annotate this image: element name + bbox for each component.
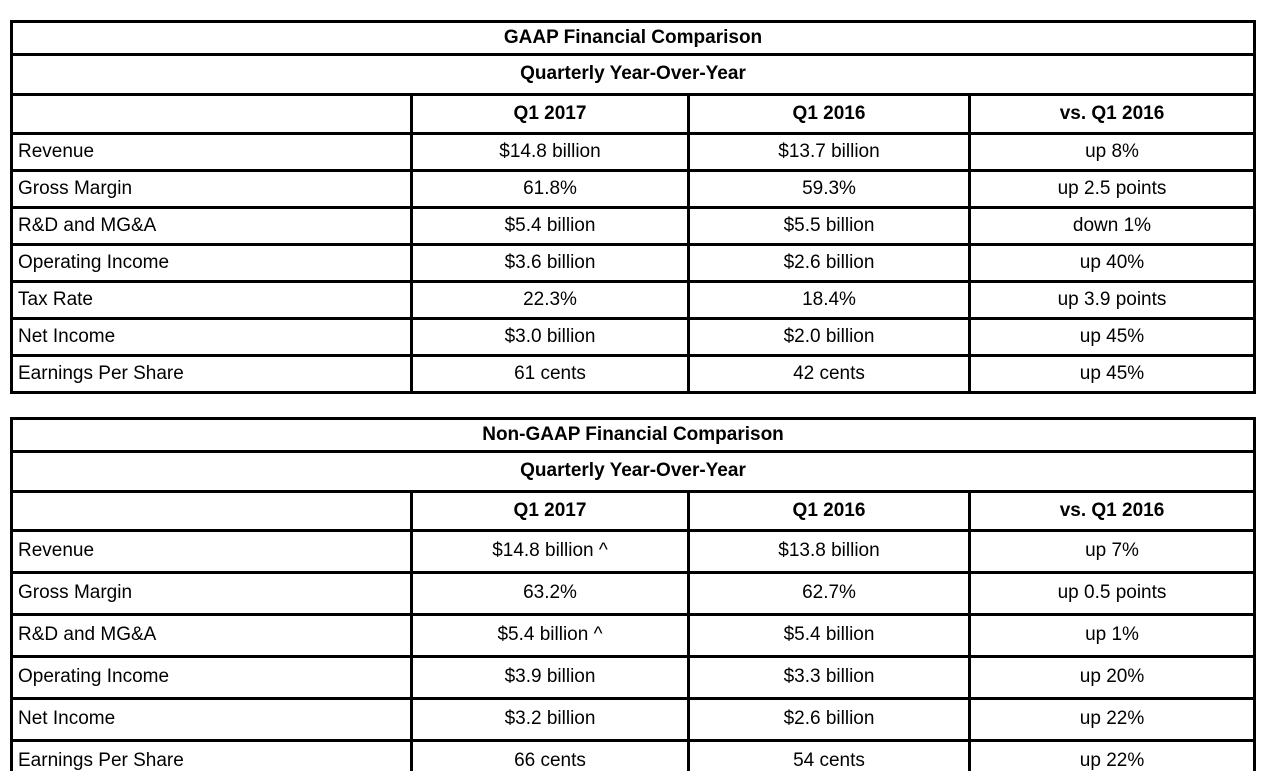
cell-value: $2.6 billion xyxy=(689,699,970,741)
row-label: Revenue xyxy=(12,531,412,573)
cell-value: up 0.5 points xyxy=(970,573,1255,615)
table-row xyxy=(12,657,1255,699)
table-row xyxy=(12,282,1255,319)
table-row xyxy=(12,134,1255,171)
cell-value: $14.8 billion xyxy=(412,134,689,171)
cell-value: $3.6 billion xyxy=(412,245,689,282)
cell-value: 63.2% xyxy=(412,573,689,615)
cell-value: $2.6 billion xyxy=(689,245,970,282)
table-row xyxy=(12,356,1255,393)
row-label: Gross Margin xyxy=(12,171,412,208)
column-header-metric xyxy=(12,95,412,134)
cell-value: up 22% xyxy=(970,741,1255,771)
cell-value: 22.3% xyxy=(412,282,689,319)
table-row xyxy=(12,208,1255,245)
cell-value: $3.0 billion xyxy=(412,319,689,356)
row-label: Tax Rate xyxy=(12,282,412,319)
cell-value: $13.8 billion xyxy=(689,531,970,573)
cell-value: up 8% xyxy=(970,134,1255,171)
cell-value: up 45% xyxy=(970,319,1255,356)
cell-value: 18.4% xyxy=(689,282,970,319)
cell-value: $2.0 billion xyxy=(689,319,970,356)
cell-value: $3.3 billion xyxy=(689,657,970,699)
table-row xyxy=(12,615,1255,657)
cell-value: $3.2 billion xyxy=(412,699,689,741)
column-header-row xyxy=(12,95,1255,134)
table-title-row xyxy=(12,419,1255,452)
cell-value: up 7% xyxy=(970,531,1255,573)
column-header-row xyxy=(12,492,1255,531)
cell-value: 54 cents xyxy=(689,741,970,771)
cell-value: up 45% xyxy=(970,356,1255,393)
row-label: Operating Income xyxy=(12,657,412,699)
row-label: Net Income xyxy=(12,319,412,356)
cell-value: 59.3% xyxy=(689,171,970,208)
cell-value: $5.5 billion xyxy=(689,208,970,245)
table-row xyxy=(12,573,1255,615)
row-label: R&D and MG&A xyxy=(12,208,412,245)
cell-value: $5.4 billion ^ xyxy=(412,615,689,657)
table-subtitle: Quarterly Year-Over-Year xyxy=(12,55,1255,95)
table-row xyxy=(12,245,1255,282)
row-label: Net Income xyxy=(12,699,412,741)
cell-value: 61 cents xyxy=(412,356,689,393)
row-label: Operating Income xyxy=(12,245,412,282)
column-header-metric xyxy=(12,492,412,531)
cell-value: up 1% xyxy=(970,615,1255,657)
table-row xyxy=(12,699,1255,741)
table-title-row xyxy=(12,22,1255,55)
column-header-vs-q1-2016: vs. Q1 2016 xyxy=(970,95,1255,134)
column-header-vs-q1-2016: vs. Q1 2016 xyxy=(970,492,1255,531)
cell-value: $5.4 billion xyxy=(412,208,689,245)
cell-value: 61.8% xyxy=(412,171,689,208)
cell-value: $14.8 billion ^ xyxy=(412,531,689,573)
cell-value: 66 cents xyxy=(412,741,689,771)
table-row xyxy=(12,531,1255,573)
table-subtitle-row xyxy=(12,55,1255,95)
cell-value: up 40% xyxy=(970,245,1255,282)
gaap-comparison-table xyxy=(10,20,1256,394)
column-header-q1-2016: Q1 2016 xyxy=(689,95,970,134)
table-title: GAAP Financial Comparison xyxy=(12,22,1255,55)
cell-value: up 3.9 points xyxy=(970,282,1255,319)
table-subtitle-row xyxy=(12,452,1255,492)
table-row xyxy=(12,741,1255,771)
cell-value: 62.7% xyxy=(689,573,970,615)
column-header-q1-2017: Q1 2017 xyxy=(412,95,689,134)
cell-value: 42 cents xyxy=(689,356,970,393)
table-row xyxy=(12,171,1255,208)
table-title: Non-GAAP Financial Comparison xyxy=(12,419,1255,452)
table-row xyxy=(12,319,1255,356)
column-header-q1-2017: Q1 2017 xyxy=(412,492,689,531)
cell-value: up 22% xyxy=(970,699,1255,741)
row-label: Earnings Per Share xyxy=(12,356,412,393)
row-label: Revenue xyxy=(12,134,412,171)
non-gaap-comparison-table xyxy=(10,417,1256,771)
row-label: Gross Margin xyxy=(12,573,412,615)
cell-value: up 20% xyxy=(970,657,1255,699)
cell-value: $13.7 billion xyxy=(689,134,970,171)
cell-value: $5.4 billion xyxy=(689,615,970,657)
row-label: R&D and MG&A xyxy=(12,615,412,657)
row-label: Earnings Per Share xyxy=(12,741,412,771)
cell-value: down 1% xyxy=(970,208,1255,245)
cell-value: $3.9 billion xyxy=(412,657,689,699)
table-subtitle: Quarterly Year-Over-Year xyxy=(12,452,1255,492)
column-header-q1-2016: Q1 2016 xyxy=(689,492,970,531)
cell-value: up 2.5 points xyxy=(970,171,1255,208)
